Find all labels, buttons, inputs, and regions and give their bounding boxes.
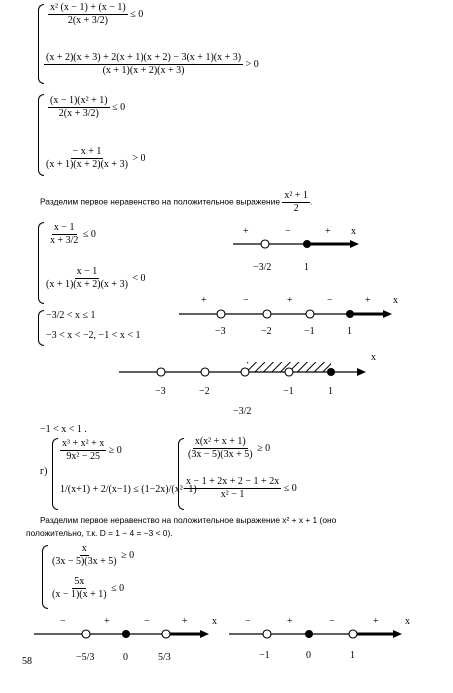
interval-line-1: −3/2 < x ≤ 1: [46, 310, 96, 321]
point-label: −3: [155, 386, 166, 397]
sign: −: [329, 616, 335, 627]
point-label: −1: [259, 650, 270, 661]
open-point: [306, 310, 314, 318]
point-label: 0: [123, 652, 128, 663]
number-line-b: [175, 290, 415, 338]
answer: −1 < x < 1 .: [40, 424, 87, 435]
point-label: −2: [261, 326, 272, 337]
inequality-1: $\frac{x}{(3x - 5)(3x + 5)}$ ≥ 0: [52, 543, 135, 567]
sign: −: [285, 226, 291, 237]
point-label: 0: [306, 650, 311, 661]
open-point: [263, 630, 271, 638]
system-brace: [38, 310, 44, 346]
sign: +: [373, 616, 379, 627]
sign: +: [365, 295, 371, 306]
explanation-line-1: Разделим первое неравенство на положительное выражение x² + x + 1 (оно: [40, 515, 337, 525]
interval-line-2: −3 < x < −2, −1 < x < 1: [46, 330, 141, 341]
point-label: −2: [199, 386, 210, 397]
sign: +: [182, 616, 188, 627]
sign: +: [287, 295, 293, 306]
axis-label: x: [405, 616, 410, 627]
sign: −: [327, 295, 333, 306]
open-point: [261, 240, 269, 248]
number-line-e: [225, 612, 425, 672]
inequality-1: $\frac{\text{x(x² + x + 1)}}{(3x - 5)(3x + 5)}$ ≥ 0: [188, 436, 271, 460]
inequality-1: $\frac{\text{(x − 1)(x² + 1)}}{2(x + 3/2)}$ ≤ 0: [50, 95, 126, 119]
axis-label: x: [393, 295, 398, 306]
axis-label: x: [212, 616, 217, 627]
system-brace: [42, 545, 48, 609]
point-label: 1: [350, 650, 355, 661]
sign: +: [201, 295, 207, 306]
sign: −: [60, 616, 66, 627]
point-label: 1: [347, 326, 352, 337]
sign: +: [325, 226, 331, 237]
point-label: 5/3: [158, 652, 171, 663]
inequality-1: $\frac{\text{x³ + x² + x}}{\text{9x² − 25}}$ ≥ 0: [62, 438, 122, 462]
point-label: −1: [304, 326, 315, 337]
inequality-1: $\frac{x - 1}{x + 3/2}$ ≤ 0: [50, 222, 96, 246]
open-point: [201, 368, 209, 376]
open-point: [217, 310, 225, 318]
sign: +: [243, 226, 249, 237]
open-point: [241, 368, 249, 376]
inequality-2: $\frac{x - 1}{(x + 1)(x + 2)(x + 3)}$ < 0: [46, 266, 146, 290]
closed-point: [122, 630, 130, 638]
axis-label: x: [371, 352, 376, 363]
closed-point: [303, 240, 311, 248]
system-brace: [38, 222, 44, 304]
open-point: [263, 310, 271, 318]
sign: −: [144, 616, 150, 627]
open-point: [285, 368, 293, 376]
open-point: [162, 630, 170, 638]
closed-point: [305, 630, 313, 638]
explanation-text: Разделим первое неравенство на положительное выражение $\frac{\text{x² + 1}}{2}$ .: [40, 190, 313, 214]
closed-point: [327, 368, 335, 376]
inequality-2: $\frac{- x + 1}{(x + 1)(x + 2)(x + 3)}$ > 0: [46, 146, 146, 170]
open-point: [82, 630, 90, 638]
open-point: [157, 368, 165, 376]
number-line-a: [225, 222, 365, 284]
point-label: −3/2: [233, 406, 252, 417]
closed-point: [346, 310, 354, 318]
point-label: 1: [328, 386, 333, 397]
point-label: −1: [283, 386, 294, 397]
system-brace: [52, 438, 58, 510]
problem-label: г): [40, 466, 48, 477]
point-label: −3: [215, 326, 226, 337]
number-line-d: [30, 612, 225, 684]
sign: −: [243, 295, 249, 306]
open-point: [349, 630, 357, 638]
point-label: −3/2: [253, 262, 272, 273]
inequality-2: $\frac{5x}{(x - 1)(x + 1)}$ ≤ 0: [52, 576, 125, 600]
number-line-c: [115, 350, 385, 422]
point-label: 1: [304, 262, 309, 273]
sign: +: [104, 616, 110, 627]
axis-label: x: [351, 226, 356, 237]
sign: −: [245, 616, 251, 627]
sign: +: [287, 616, 293, 627]
inequality-1: $\frac{\text{x² (x − 1) + (x − 1)}}{2(x + 3/2)}$ ≤ 0: [50, 2, 144, 26]
inequality-2: $\frac{x - 1 + 2x + 2 - 1 + 2x}{\text{x² − 1}}$ ≤ 0: [186, 476, 297, 500]
inequality-2: $\frac{(x + 2)(x + 3) + 2(x + 1)(x + 2) - 3(x + 1)(x + 3)}{(x + 1)(x + 2)(x + 3)}$ > 0: [46, 52, 259, 76]
page-number: 58: [22, 656, 32, 667]
explanation-line-2: положительно, т.к. D = 1 − 4 = −3 < 0).: [26, 528, 173, 538]
point-label: −5/3: [76, 652, 95, 663]
inequality-2: 1/(x+1) + 2/(x−1) ≤ (1−2x)/(x²−1): [60, 484, 197, 495]
